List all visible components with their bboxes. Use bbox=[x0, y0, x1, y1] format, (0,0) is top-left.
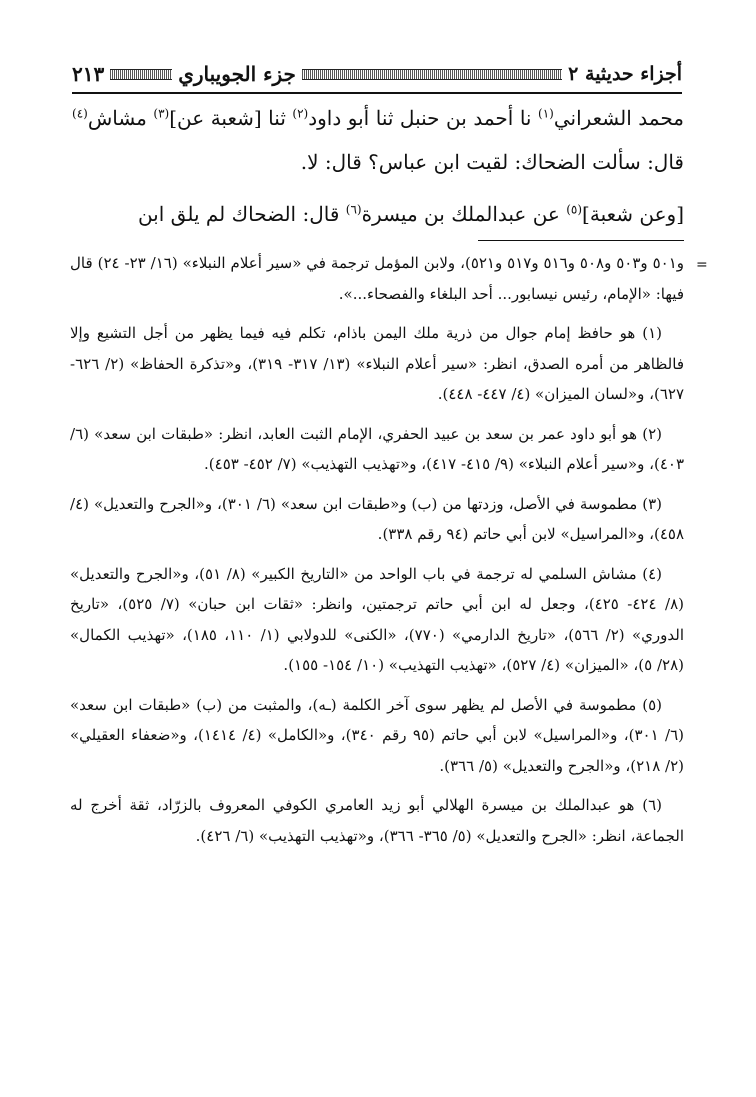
footnote-ref: (٤) bbox=[72, 106, 88, 121]
running-header bbox=[72, 52, 682, 96]
footnote-6: (٦) هو عبدالملك بن ميسرة الهلالي أبو زيد العامري الكوفي المعروف بالزرّاد، ثقة أخرج له الجماعة، انظر: «الجرح والتعديل» (٥/ ٣٦٥- ٣٦٦)، و«تهذيب التهذيب» (٦/ ٤٢٦). bbox=[70, 796, 684, 845]
footnote-ref: (٦) bbox=[345, 202, 362, 217]
footnote-ref: (١) bbox=[538, 106, 554, 121]
continuation-mark: = bbox=[696, 257, 708, 273]
page-number: ٢١٣ bbox=[72, 62, 105, 86]
footnote-ref: (٢) bbox=[292, 106, 309, 121]
header-divider bbox=[72, 92, 682, 94]
footnote-3: (٣) مطموسة في الأصل، وزدتها من (ب) و«طبقات ابن سعد» (٦/ ٣٠١)، و«الجرح والتعديل» (٤/ ٤٥٨)، و«المراسيل» لابن أبي حاتم (٩٤ رقم ٣٣٨). bbox=[70, 494, 684, 543]
main-text bbox=[72, 96, 684, 236]
footnote-separator bbox=[478, 240, 684, 241]
main-paragraph: [وعن شعبة]$^{(٥)}$ عن عبدالملك بن ميسرة$^{(٦)}$ قال: الضحاك لم يلق ابن bbox=[137, 202, 684, 226]
footnote-5: (٥) مطموسة في الأصل لم يظهر سوى آخر الكلمة (ـه)، والمثبت من (ب) «طبقات ابن سعد» (٦/ ٣٠١)، و«المراسيل» لابن أبي حاتم (٩٥ رقم ٣٤٠)، و«الكامل» (٤/ ١٤١٤)، و«ضعفاء العقيلي» (٢/ ٢١٨)، و«الجرح والتعديل» (٥/ ٣٦٦). bbox=[70, 695, 684, 775]
book-title: أجزاء حديثية ٢ bbox=[568, 63, 682, 85]
footnote-1: (١) هو حافظ إمام جوال من ذرية ملك اليمن باذام، تكلم فيه فيما يظهر من أجل التشيع وإلا فالظاهر من أمره الصدق، انظر: «سير أعلام النبلاء» (١٣/ ٣١٧- ٣١٩)، و«تذكرة الحفاظ» (٢/ ٦٢٦- ٦٢٧)، و«لسان الميزان» (٤/ ٤٤٧- ٤٤٨). bbox=[70, 324, 684, 403]
footnote-continuation: و٥٠١ و٥٠٣ و٥٠٨ و٥١٦ و٥١٧ و٥٢١)، ولابن المؤمل ترجمة في «سير أعلام النبلاء» (١٦/ ٢٣- ٢٤) قال فيها: «الإمام، رئيس نيسابور... أحد البلغاء والفصحاء...». bbox=[70, 254, 685, 303]
footnote-4: (٤) مشاش السلمي له ترجمة في باب الواحد من «التاريخ الكبير» (٨/ ٥١)، و«الجرح والتعديل» (٨/ ٤٢٤- ٤٢٥)، وجعل له ابن أبي حاتم ترجمتين، وانظر: «ثقات ابن حبان» (٧/ ٥٢٥)، «تاريخ الدوري» (٢/ ٥٦٦)، «تاريخ الدارمي» (٧٧٠)، «الكنى» للدولابي (١/ ١١٠، ١٨٥)، «تهذيب الكمال» (٢٨/ ٥)، «الميزان» (٤/ ٥٢٧)، «تهذيب التهذيب» (١٠/ ١٥٤- ١٥٥). bbox=[70, 564, 685, 674]
header-ornament-rule bbox=[302, 69, 562, 80]
main-paragraph: محمد الشعراني$^{(١)}$ نا أحمد بن حنبل ثنا أبو داود$^{(٢)}$ ثنا [شعبة عن]$^{(٣)}$ مشاش$^{(٤)}$ قال: سألت الضحاك: لقيت ابن عباس؟ قال: لا. bbox=[72, 106, 684, 174]
header-ornament-rule bbox=[110, 69, 172, 80]
footnote-ref: (٥) bbox=[566, 202, 583, 217]
section-title: جزء الجويباري bbox=[178, 62, 296, 86]
footnote-2: (٢) هو أبو داود عمر بن سعد بن عبيد الحفري، الإمام الثبت العابد، انظر: «طبقات ابن سعد» (٦/ ٤٠٣)، و«سير أعلام النبلاء» (٩/ ٤١٥- ٤١٧)، و«تهذيب التهذيب» (٧/ ٤٥٢- ٤٥٣). bbox=[70, 424, 684, 473]
footnotes bbox=[70, 248, 684, 860]
footnote-ref: (٣) bbox=[153, 106, 170, 121]
